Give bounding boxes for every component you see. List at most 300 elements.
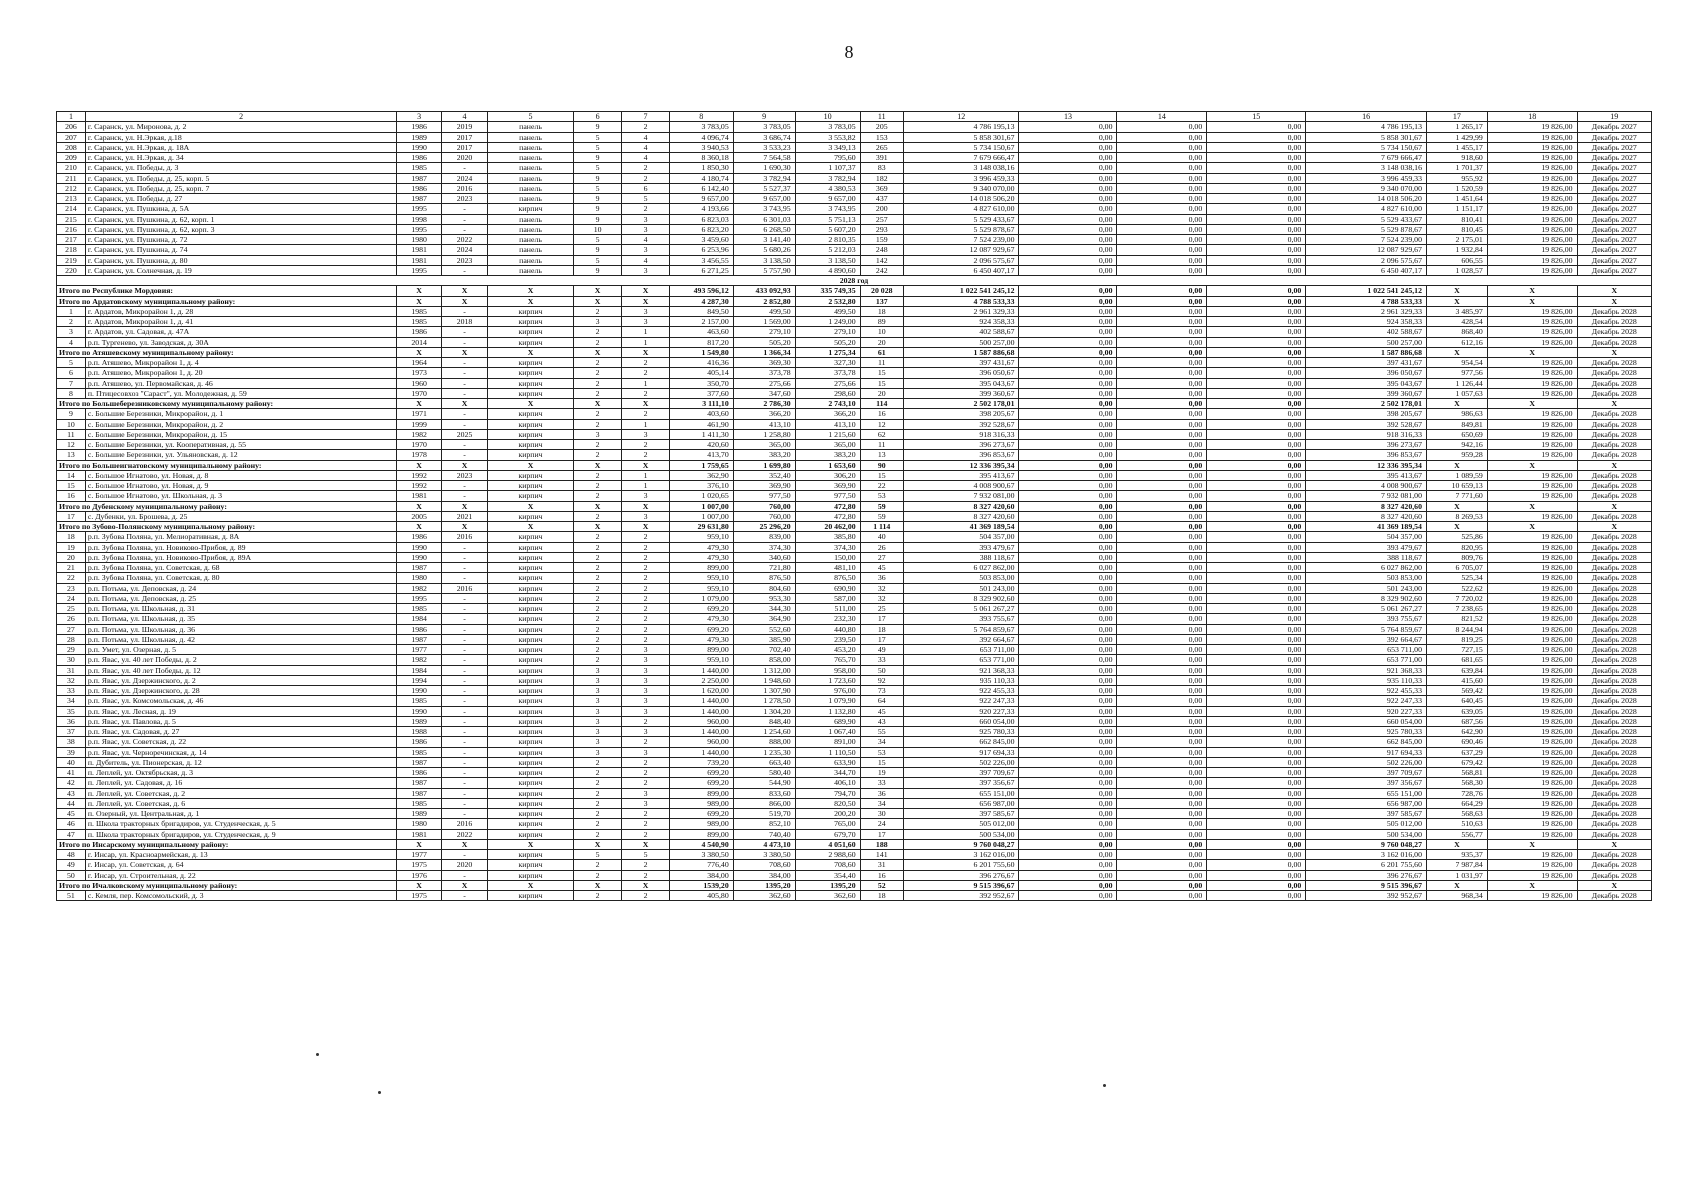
table-cell: Декабрь 2028 [1577, 737, 1651, 747]
table-cell: 876,50 [795, 573, 860, 583]
table-cell: 0,00 [1207, 532, 1306, 542]
table-cell: 699,20 [669, 604, 733, 614]
address-cell: с. Большое Игнатово, ул. Новая, д. 9 [85, 481, 397, 491]
column-number-cell: 1 [57, 112, 86, 122]
table-row [57, 819, 1652, 829]
table-cell: 0,00 [1207, 204, 1306, 214]
table-cell: 19 826,00 [1487, 798, 1577, 808]
table-cell: 388 118,67 [1306, 552, 1427, 562]
table-cell: - [441, 645, 487, 655]
table-cell: 3 783,05 [795, 122, 860, 132]
table-cell: - [441, 727, 487, 737]
table-cell: 852,10 [733, 819, 795, 829]
table-cell: 89 [860, 317, 903, 327]
table-cell: 6 253,96 [669, 245, 733, 255]
table-cell: Декабрь 2028 [1577, 727, 1651, 737]
table-cell: 0,00 [1019, 163, 1117, 173]
table-cell: 918 316,33 [1306, 429, 1427, 439]
table-cell: 0,00 [1207, 634, 1306, 644]
total-cell: X [1426, 522, 1487, 532]
table-cell: 9 657,00 [669, 194, 733, 204]
table-cell: 499,50 [733, 306, 795, 316]
table-cell: 606,55 [1426, 255, 1487, 265]
table-cell: 0,00 [1207, 614, 1306, 624]
table-cell: 479,30 [669, 614, 733, 624]
table-row [57, 255, 1652, 265]
table-cell: 1987 [397, 194, 441, 204]
table-cell: 0,00 [1207, 604, 1306, 614]
table-cell: 1985 [397, 747, 441, 757]
table-cell: - [441, 768, 487, 778]
table-row [57, 470, 1652, 480]
table-cell: кирпич [488, 542, 574, 552]
total-cell: X [1426, 460, 1487, 470]
table-cell: 1 [622, 470, 669, 480]
table-cell: 1985 [397, 604, 441, 614]
table-cell: - [441, 788, 487, 798]
address-cell: р.п. Явас, ул. Комсомольская, д. 46 [85, 696, 397, 706]
table-cell: - [441, 706, 487, 716]
address-cell: р.п. Явас, ул. 40 лет Победы, д. 12 [85, 665, 397, 675]
table-cell: 218 [57, 245, 86, 255]
total-cell: 8 327 420,60 [903, 501, 1019, 511]
table-cell: Декабрь 2028 [1577, 778, 1651, 788]
table-cell: 19 826,00 [1487, 245, 1577, 255]
table-row [57, 614, 1652, 624]
table-cell: 1 440,00 [669, 696, 733, 706]
table-cell: панель [488, 142, 574, 152]
column-number-cell: 19 [1577, 112, 1651, 122]
table-cell: 34 [860, 737, 903, 747]
table-row [57, 798, 1652, 808]
table-cell: 207 [57, 132, 86, 142]
table-cell: - [441, 409, 487, 419]
table-cell: 19 826,00 [1487, 173, 1577, 183]
table-cell: 257 [860, 214, 903, 224]
table-cell: 0,00 [1019, 870, 1117, 880]
total-cell: 1 587 886,68 [1306, 347, 1427, 357]
district-total-row [57, 880, 1652, 890]
address-cell: г. Инсар, ул. Советская, д. 64 [85, 860, 397, 870]
table-cell: панель [488, 163, 574, 173]
table-cell: 656 987,00 [1306, 798, 1427, 808]
table-cell: 0,00 [1117, 532, 1207, 542]
table-cell: кирпич [488, 686, 574, 696]
table-cell: 242 [860, 265, 903, 275]
table-cell: 1 079,90 [795, 696, 860, 706]
table-cell: 19 826,00 [1487, 604, 1577, 614]
table-cell: 19 826,00 [1487, 224, 1577, 234]
table-cell: 0,00 [1207, 306, 1306, 316]
table-cell: 395 413,67 [1306, 470, 1427, 480]
table-cell: 6 823,20 [669, 224, 733, 234]
table-cell: 19 826,00 [1487, 419, 1577, 429]
table-row [57, 778, 1652, 788]
table-cell: 639,84 [1426, 665, 1487, 675]
table-cell: кирпич [488, 368, 574, 378]
table-cell: 6 301,03 [733, 214, 795, 224]
table-cell: 5 764 859,67 [1306, 624, 1427, 634]
table-cell: 19 826,00 [1487, 614, 1577, 624]
table-cell: 2 [573, 788, 621, 798]
table-cell: 921 368,33 [1306, 665, 1427, 675]
table-cell: 0,00 [1207, 563, 1306, 573]
district-total-row [57, 522, 1652, 532]
total-cell: 493 596,12 [669, 286, 733, 296]
table-cell: 0,00 [1207, 706, 1306, 716]
table-cell: 2 [573, 532, 621, 542]
table-cell: 344,30 [733, 604, 795, 614]
total-cell: 90 [860, 460, 903, 470]
address-cell: г. Ардатов, Микрорайон 1, д. 28 [85, 306, 397, 316]
table-cell: 765,00 [795, 819, 860, 829]
table-cell: 739,20 [669, 757, 733, 767]
table-cell: 0,00 [1207, 552, 1306, 562]
district-total-row [57, 501, 1652, 511]
table-cell: 977,56 [1426, 368, 1487, 378]
total-cell: X [573, 880, 621, 890]
total-cell: X [1487, 880, 1577, 890]
total-cell: X [622, 296, 669, 306]
table-body [57, 112, 1652, 901]
column-number-cell: 16 [1306, 112, 1427, 122]
table-cell: 397 356,67 [903, 778, 1019, 788]
table-cell: 0,00 [1019, 624, 1117, 634]
table-cell: 0,00 [1207, 891, 1306, 901]
table-cell: 1 [622, 419, 669, 429]
total-cell: 2 786,30 [733, 399, 795, 409]
total-cell: 9 515 396,67 [1306, 880, 1427, 890]
table-cell: 1 126,44 [1426, 378, 1487, 388]
total-cell: X [488, 839, 574, 849]
table-cell: 0,00 [1207, 481, 1306, 491]
table-cell: 925 780,33 [1306, 727, 1427, 737]
table-cell: 19 826,00 [1487, 850, 1577, 860]
table-cell: 0,00 [1117, 829, 1207, 839]
table-row [57, 624, 1652, 634]
total-cell: 25 296,20 [733, 522, 795, 532]
table-cell: 22 [860, 481, 903, 491]
table-row [57, 378, 1652, 388]
address-cell: р.п. Атяшево, ул. Первомайская, д. 46 [85, 378, 397, 388]
table-cell: 2 [573, 378, 621, 388]
table-cell: 51 [57, 891, 86, 901]
table-cell: 0,00 [1019, 470, 1117, 480]
table-cell: Декабрь 2028 [1577, 819, 1651, 829]
table-cell: 0,00 [1019, 306, 1117, 316]
table-cell: 275,66 [733, 378, 795, 388]
table-cell: 6 027 862,00 [903, 563, 1019, 573]
table-cell: 392 664,67 [1306, 634, 1427, 644]
table-cell: 19 826,00 [1487, 737, 1577, 747]
table-cell: 3 [622, 511, 669, 521]
table-cell: 3 996 459,33 [903, 173, 1019, 183]
table-cell: 500 257,00 [1306, 337, 1427, 347]
table-cell: 9 657,00 [795, 194, 860, 204]
table-cell: 2 [573, 573, 621, 583]
table-cell: 1984 [397, 665, 441, 675]
table-cell: 1 067,40 [795, 727, 860, 737]
table-cell: 214 [57, 204, 86, 214]
table-cell: 2 175,01 [1426, 235, 1487, 245]
table-row [57, 245, 1652, 255]
table-cell: 1994 [397, 675, 441, 685]
table-cell: кирпич [488, 891, 574, 901]
table-cell: 917 694,33 [903, 747, 1019, 757]
table-cell: 19 826,00 [1487, 573, 1577, 583]
table-cell: 7 238,65 [1426, 604, 1487, 614]
table-cell: 461,90 [669, 419, 733, 429]
table-cell: 0,00 [1117, 788, 1207, 798]
table-cell: 3 138,50 [733, 255, 795, 265]
table-cell: 1998 [397, 214, 441, 224]
table-cell: 50 [860, 665, 903, 675]
table-cell: 5 212,03 [795, 245, 860, 255]
table-cell: панель [488, 183, 574, 193]
total-cell: X [1577, 501, 1651, 511]
table-cell: 2 [622, 870, 669, 880]
table-cell: 0,00 [1019, 757, 1117, 767]
total-cell: 1 549,80 [669, 347, 733, 357]
table-cell: 5 [573, 235, 621, 245]
total-cell: X [573, 286, 621, 296]
table-cell: 0,00 [1117, 265, 1207, 275]
table-cell: 3 [622, 686, 669, 696]
table-cell: 0,00 [1117, 358, 1207, 368]
table-cell: 2 961 329,33 [903, 306, 1019, 316]
table-cell: 955,92 [1426, 173, 1487, 183]
table-cell: 0,00 [1019, 727, 1117, 737]
table-cell: 0,00 [1117, 491, 1207, 501]
table-cell: 821,52 [1426, 614, 1487, 624]
table-cell: 679,42 [1426, 757, 1487, 767]
table-cell: 2 [622, 440, 669, 450]
table-cell: панель [488, 153, 574, 163]
table-cell: 2 [573, 645, 621, 655]
table-cell: 653 711,00 [903, 645, 1019, 655]
total-cell: 1 007,00 [669, 501, 733, 511]
table-cell: 510,63 [1426, 819, 1487, 829]
table-cell: 4 180,74 [669, 173, 733, 183]
table-cell: 385,90 [733, 634, 795, 644]
table-cell: 0,00 [1207, 317, 1306, 327]
table-cell: 5 [57, 358, 86, 368]
total-cell: 4 473,10 [733, 839, 795, 849]
total-cell: 0,00 [1207, 460, 1306, 470]
table-cell: 3 [622, 696, 669, 706]
total-cell: 0,00 [1019, 880, 1117, 890]
table-cell: 0,00 [1019, 491, 1117, 501]
table-cell: 0,00 [1207, 142, 1306, 152]
table-cell: 369 [860, 183, 903, 193]
table-cell: 0,00 [1019, 604, 1117, 614]
table-cell: 0,00 [1019, 542, 1117, 552]
table-cell: 1982 [397, 655, 441, 665]
table-cell: 23 [57, 583, 86, 593]
table-cell: - [441, 388, 487, 398]
table-cell: 0,00 [1019, 142, 1117, 152]
table-cell: - [441, 850, 487, 860]
table-row [57, 235, 1652, 245]
table-cell: 42 [57, 778, 86, 788]
table-cell: 3 [573, 727, 621, 737]
table-cell: 0,00 [1207, 665, 1306, 675]
table-cell: 340,60 [733, 552, 795, 562]
table-cell: 2 157,00 [669, 317, 733, 327]
table-cell: 0,00 [1019, 245, 1117, 255]
table-cell: 4 [622, 153, 669, 163]
table-cell: 2 [622, 173, 669, 183]
table-cell: 2024 [441, 245, 487, 255]
table-cell: 3 162 016,00 [1306, 850, 1427, 860]
total-cell: 1 699,80 [733, 460, 795, 470]
column-number-cell: 17 [1426, 112, 1487, 122]
total-cell: X [488, 347, 574, 357]
table-cell: 397 431,67 [903, 358, 1019, 368]
table-cell: 0,00 [1117, 204, 1207, 214]
column-number-cell: 14 [1117, 112, 1207, 122]
table-cell: 12 087 929,67 [1306, 245, 1427, 255]
table-cell: 0,00 [1019, 255, 1117, 265]
table-cell: 5 [622, 850, 669, 860]
table-cell: 2021 [441, 511, 487, 521]
table-cell: 0,00 [1019, 214, 1117, 224]
total-cell: X [622, 460, 669, 470]
table-cell: 0,00 [1207, 829, 1306, 839]
table-cell: 463,60 [669, 327, 733, 337]
table-cell: 395 043,67 [1306, 378, 1427, 388]
table-cell: 922 247,33 [903, 696, 1019, 706]
table-cell: 2017 [441, 142, 487, 152]
table-cell: 2 [622, 604, 669, 614]
table-cell: 502 226,00 [903, 757, 1019, 767]
address-cell: р.п. Явас, ул. Дзержинского, д. 2 [85, 675, 397, 685]
table-cell: 19 826,00 [1487, 655, 1577, 665]
table-cell: Декабрь 2027 [1577, 153, 1651, 163]
table-cell: 364,90 [733, 614, 795, 624]
table-cell: 1 [622, 327, 669, 337]
total-cell: 4 051,60 [795, 839, 860, 849]
address-cell: г. Инсар, ул. Строительная, д. 22 [85, 870, 397, 880]
table-cell: 820,95 [1426, 542, 1487, 552]
table-cell: 392 952,67 [1306, 891, 1427, 901]
table-cell: 395 043,67 [903, 378, 1019, 388]
table-cell: 213 [57, 194, 86, 204]
total-cell: X [1577, 296, 1651, 306]
address-cell: п. Школа тракторных бригадиров, ул. Студенческая, д. 5 [85, 819, 397, 829]
table-cell: 2 [573, 306, 621, 316]
table-cell: 393 755,67 [1306, 614, 1427, 624]
table-cell: 0,00 [1019, 481, 1117, 491]
table-cell: 150,00 [795, 552, 860, 562]
table-cell: 1986 [397, 327, 441, 337]
table-cell: 153 [860, 132, 903, 142]
table-cell: 1975 [397, 860, 441, 870]
total-cell: X [488, 880, 574, 890]
table-cell: 0,00 [1207, 747, 1306, 757]
table-cell: 19 [57, 542, 86, 552]
total-cell: 0,00 [1019, 460, 1117, 470]
table-cell: 922 455,33 [903, 686, 1019, 696]
table-cell: 690,46 [1426, 737, 1487, 747]
table-cell: 2023 [441, 194, 487, 204]
table-cell: Декабрь 2028 [1577, 798, 1651, 808]
table-cell: 11 [57, 429, 86, 439]
table-cell: 2023 [441, 470, 487, 480]
table-cell: 699,20 [669, 624, 733, 634]
table-cell: 402 588,67 [903, 327, 1019, 337]
table-cell: кирпич [488, 675, 574, 685]
table-cell: 2 [573, 768, 621, 778]
total-cell: 0,00 [1019, 399, 1117, 409]
table-cell: 19 826,00 [1487, 593, 1577, 603]
table-cell: 2 [573, 870, 621, 880]
total-cell: 0,00 [1117, 399, 1207, 409]
table-cell: панель [488, 245, 574, 255]
table-cell: 36 [860, 788, 903, 798]
table-cell: 568,30 [1426, 778, 1487, 788]
table-cell: 479,30 [669, 552, 733, 562]
total-cell: X [1577, 460, 1651, 470]
table-cell: Декабрь 2028 [1577, 870, 1651, 880]
table-cell: 0,00 [1207, 727, 1306, 737]
total-cell: X [1426, 399, 1487, 409]
total-cell: X [573, 460, 621, 470]
table-cell: 968,34 [1426, 891, 1487, 901]
table-cell: 1981 [397, 245, 441, 255]
table-cell: 219 [57, 255, 86, 265]
table-cell: 1989 [397, 809, 441, 819]
table-cell: - [441, 481, 487, 491]
table-cell: 397 356,67 [1306, 778, 1427, 788]
table-cell: 0,00 [1207, 337, 1306, 347]
table-cell: 0,00 [1019, 532, 1117, 542]
address-cell: р.п. Явас, ул. Садовая, д. 27 [85, 727, 397, 737]
table-cell: 1 028,57 [1426, 265, 1487, 275]
table-cell: 5 529 433,67 [903, 214, 1019, 224]
table-cell: 899,00 [669, 563, 733, 573]
table-cell: 776,40 [669, 860, 733, 870]
table-cell: кирпич [488, 491, 574, 501]
table-cell: 2025 [441, 429, 487, 439]
table-cell: кирпич [488, 204, 574, 214]
total-cell: 2 852,80 [733, 296, 795, 306]
table-cell: - [441, 614, 487, 624]
table-row [57, 306, 1652, 316]
table-cell: панель [488, 132, 574, 142]
table-cell: 3 [622, 429, 669, 439]
table-cell: 365,00 [733, 440, 795, 450]
table-cell: - [441, 604, 487, 614]
table-cell: 19 826,00 [1487, 809, 1577, 819]
table-cell: 5 734 150,67 [1306, 142, 1427, 152]
table-cell: 3 686,74 [733, 132, 795, 142]
table-cell: 248 [860, 245, 903, 255]
capital-repair-table [56, 111, 1652, 901]
table-cell: 2024 [441, 173, 487, 183]
table-cell: 0,00 [1117, 132, 1207, 142]
table-cell: 959,10 [669, 573, 733, 583]
year-label: 2028 год [57, 276, 1652, 286]
table-cell: 0,00 [1019, 778, 1117, 788]
total-cell: 9 515 396,67 [903, 880, 1019, 890]
table-cell: 2022 [441, 829, 487, 839]
total-cell: X [1487, 501, 1577, 511]
column-number-cell: 3 [397, 112, 441, 122]
table-cell: 501 243,00 [903, 583, 1019, 593]
table-cell: 2 [622, 163, 669, 173]
table-cell: 3 553,82 [795, 132, 860, 142]
